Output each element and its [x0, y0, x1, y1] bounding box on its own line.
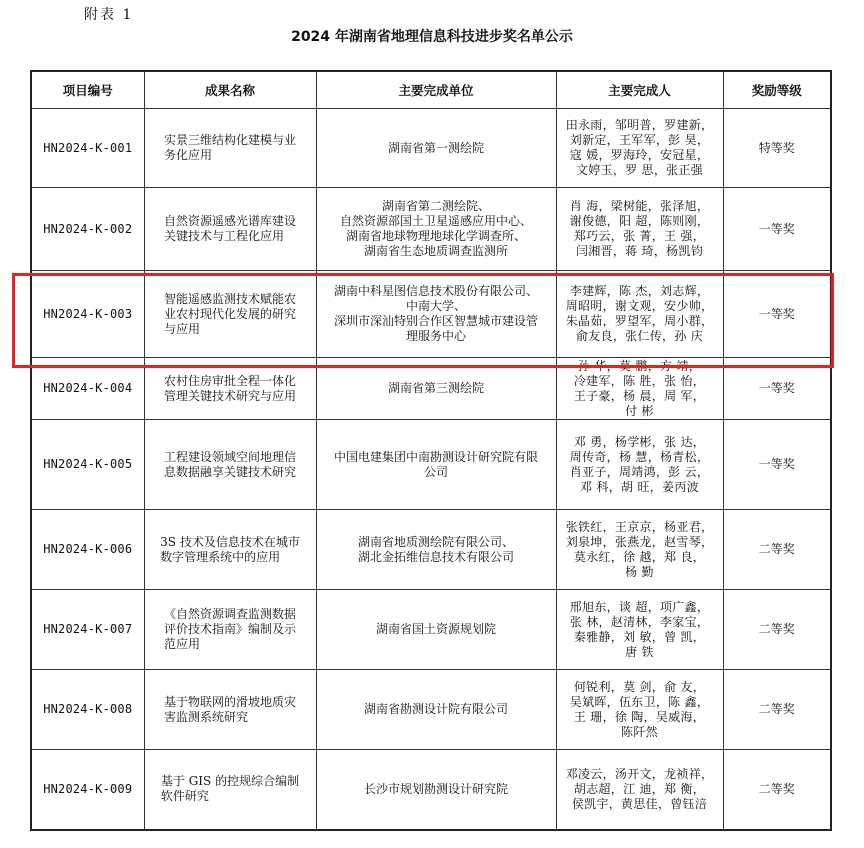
people-line: 寇 媛，罗海玲，安冠星，	[569, 148, 710, 162]
people-line: 邓 科，胡 旺，姜丙波	[580, 479, 699, 494]
cell-achievement-name	[144, 750, 316, 830]
people-line: 胡志超，江 迪，郑 衡，	[573, 781, 706, 796]
table-body	[31, 109, 831, 830]
cell-project-id: HN2024-K-004	[31, 358, 144, 420]
people-line: 刘泉坤，张燕龙，赵雪琴，	[565, 534, 714, 549]
cell-main-units	[316, 420, 556, 510]
cell-achievement-name	[144, 670, 316, 750]
cell-achievement-name	[144, 358, 316, 420]
achievement-name-line: 农村住房审批全程一体化	[163, 373, 296, 388]
people-line: 王 珊，徐 陶，吴威海，	[573, 709, 706, 724]
people-line: 邓凌云，汤开文，龙祯祥，	[565, 766, 714, 781]
people-line: 莫永红，徐 越，郑 良，	[573, 549, 706, 564]
cell-main-units	[316, 670, 556, 750]
cell-project-id: HN2024-K-006	[31, 510, 144, 590]
unit-line: 自然资源部国土卫星遥感应用中心、	[339, 214, 532, 228]
cell-award-level: 二等奖	[723, 670, 831, 750]
cell-main-people	[556, 188, 723, 271]
achievement-name-line: 《自然资源调查监测数据	[163, 607, 296, 621]
cell-main-people	[556, 590, 723, 670]
cell-award-level: 二等奖	[723, 510, 831, 590]
achievement-name-text	[164, 214, 296, 244]
unit-line: 湖北金拓维信息技术有限公司	[357, 549, 514, 564]
people-line: 肖 海，梁树能，张泽旭，	[569, 199, 710, 213]
cell-project-id: HN2024-K-003	[31, 271, 144, 358]
cell-achievement-name	[144, 188, 316, 271]
unit-line: 公司	[423, 464, 448, 479]
cell-award-level: 一等奖	[723, 420, 831, 510]
header-project-id: 项目编号	[31, 71, 144, 109]
header-achievement-name: 成果名称	[144, 71, 316, 109]
people-line: 吴斌晖，伍东卫，陈 鑫，	[569, 694, 710, 709]
unit-line: 湖南省第一测绘院	[387, 140, 484, 155]
cell-main-units	[316, 271, 556, 358]
achievement-name-text	[164, 133, 296, 163]
cell-main-units	[316, 358, 556, 420]
achievement-name-line: 基于物联网的滑坡地质灾	[163, 694, 296, 709]
achievement-name-line: 害监测系统研究	[163, 709, 248, 724]
people-line: 邢旭东，谈 超，项广鑫，	[569, 599, 710, 614]
header-award-level: 奖励等级	[723, 71, 831, 109]
unit-line: 深圳市深汕特别合作区智慧城市建设管	[333, 314, 538, 328]
unit-line: 理服务中心	[405, 329, 466, 343]
achievement-name-line: 业农村现代化发展的研究	[163, 306, 296, 321]
table-row	[31, 358, 831, 420]
cell-achievement-name	[144, 271, 316, 358]
cell-achievement-name	[144, 420, 316, 510]
people-line: 王子豪，杨 晨，周 军，	[573, 388, 706, 403]
people-line: 何锐利，莫 剑，俞 友，	[573, 679, 706, 694]
people-line: 张 林，赵清林，李家宝，	[569, 614, 710, 629]
people-line: 俞友良，张仁传，孙 庆	[575, 329, 704, 343]
unit-line: 长沙市规划勘测设计研究院	[363, 781, 508, 796]
achievement-name-line: 实景三维结构化建模与业	[163, 133, 296, 147]
cell-achievement-name	[144, 109, 316, 188]
cell-project-id: HN2024-K-005	[31, 420, 144, 510]
unit-line: 中国电建集团中南勘测设计研究院有限	[333, 449, 538, 464]
people-line: 陈阡然	[621, 724, 658, 739]
achievement-name-line: 与应用	[163, 321, 200, 336]
table-row	[31, 109, 831, 188]
header-main-units: 主要完成单位	[316, 71, 556, 109]
achievement-name-text	[164, 607, 296, 652]
people-line: 周传奇，杨 慧，杨青松，	[569, 449, 710, 464]
cell-project-id: HN2024-K-001	[31, 109, 144, 188]
achievement-name-text	[164, 292, 296, 337]
people-line: 冷建军，陈 胜，张 怡，	[573, 373, 706, 388]
cell-award-level: 二等奖	[723, 590, 831, 670]
people-line: 朱晶茹，罗望军，周小群，	[565, 314, 714, 328]
cell-achievement-name	[144, 590, 316, 670]
cell-project-id: HN2024-K-007	[31, 590, 144, 670]
achievement-name-line: 关键技术与工程化应用	[163, 229, 284, 243]
achievement-name-line: 软件研究	[160, 789, 209, 804]
people-line: 肖亚子，周靖鸿，彭 云，	[569, 464, 710, 479]
achievement-name-line: 范应用	[163, 637, 200, 651]
unit-line: 湖南省地质测绘院有限公司、	[357, 534, 514, 549]
people-line: 刘新定，王军军，彭 昊，	[569, 133, 710, 147]
cell-main-people	[556, 670, 723, 750]
table-row	[31, 420, 831, 510]
unit-line: 湖南中科星图信息技术股份有限公司、	[333, 284, 538, 298]
people-line: 周昭明，谢文观，安少帅，	[565, 299, 714, 313]
attachment-label: 附表 1	[84, 7, 134, 23]
people-line: 孙 华，莫 鹏，方 靖，	[577, 358, 702, 373]
people-line: 谢俊德，阳 超，陈则刚，	[569, 214, 710, 228]
achievement-name-line: 基于 GIS 的控规综合编制	[160, 774, 300, 789]
table-row	[31, 590, 831, 670]
cell-award-level: 二等奖	[723, 750, 831, 830]
cell-main-units	[316, 590, 556, 670]
achievement-name-line: 3S 技术及信息技术在城市	[160, 534, 300, 549]
table-row	[31, 271, 831, 358]
cell-main-people	[556, 510, 723, 590]
achievement-name-line: 管理关键技术研究与应用	[163, 388, 296, 403]
people-line: 侯凯宇，黄思佳，曾钰涪	[571, 796, 708, 811]
people-line: 田永雨，邹明普，罗建新，	[565, 118, 714, 132]
achievement-name-text	[164, 450, 296, 480]
people-line: 文婷玉，罗 思，张正强	[575, 163, 704, 177]
header-main-people: 主要完成人	[556, 71, 723, 109]
cell-project-id: HN2024-K-008	[31, 670, 144, 750]
achievement-name-line: 数字管理系统中的应用	[160, 549, 281, 564]
unit-line: 湖南省生态地质调查监测所	[363, 244, 508, 258]
people-line: 杨 勤	[625, 564, 654, 579]
people-line: 张铁红，王京京，杨亚君，	[565, 519, 714, 534]
table-row	[31, 188, 831, 271]
unit-line: 中南大学、	[405, 299, 466, 313]
people-line: 唐 铁	[625, 644, 654, 659]
achievement-name-text	[164, 695, 296, 725]
cell-main-units	[316, 750, 556, 830]
unit-line: 湖南省第三测绘院	[387, 381, 484, 395]
award-table	[30, 70, 832, 831]
cell-award-level: 特等奖	[723, 109, 831, 188]
people-line: 闫湘晋，蒋 琦，杨凯钧	[575, 244, 704, 258]
cell-main-units	[316, 510, 556, 590]
unit-line: 湖南省国土资源规划院	[375, 622, 496, 636]
document-title: 2024 年湖南省地理信息科技进步奖名单公示	[291, 29, 573, 45]
people-line: 秦雅静，刘 敏，曾 凯，	[573, 629, 706, 644]
unit-line: 湖南省第二测绘院、	[381, 199, 490, 213]
cell-award-level: 一等奖	[723, 358, 831, 420]
cell-award-level: 一等奖	[723, 271, 831, 358]
table-row	[31, 670, 831, 750]
table-row	[31, 510, 831, 590]
cell-main-people	[556, 750, 723, 830]
achievement-name-line: 评价技术指南》编制及示	[163, 622, 296, 636]
achievement-name-line: 务化应用	[163, 148, 212, 162]
people-line: 邓 勇，杨学彬，张 达，	[573, 434, 706, 449]
cell-main-people	[556, 271, 723, 358]
people-line: 郑巧云，张 菁，王 强，	[573, 229, 706, 243]
achievement-name-line: 工程建设领域空间地理信	[163, 449, 296, 464]
achievement-name-line: 息数据融享关键技术研究	[163, 464, 296, 479]
cell-project-id: HN2024-K-009	[31, 750, 144, 830]
achievement-name-line: 自然资源遥感光谱库建设	[163, 214, 296, 228]
unit-line: 湖南省勘测设计院有限公司	[363, 702, 508, 716]
cell-main-people	[556, 358, 723, 420]
cell-main-people	[556, 109, 723, 188]
cell-main-units	[316, 109, 556, 188]
cell-main-people	[556, 420, 723, 510]
achievement-name-text	[160, 535, 300, 565]
achievement-name-line: 智能遥感监测技术赋能农	[163, 291, 296, 306]
people-line: 李建辉，陈 杰，刘志辉，	[569, 284, 710, 298]
cell-award-level: 一等奖	[723, 188, 831, 271]
achievement-name-text	[164, 374, 296, 404]
people-line: 付 彬	[625, 403, 654, 418]
table-row	[31, 750, 831, 830]
achievement-name-text	[161, 774, 299, 804]
cell-achievement-name	[144, 510, 316, 590]
unit-line: 湖南省地球物理地球化学调查所、	[345, 229, 526, 243]
table-header-row	[31, 71, 831, 109]
cell-project-id: HN2024-K-002	[31, 188, 144, 271]
cell-main-units	[316, 188, 556, 271]
